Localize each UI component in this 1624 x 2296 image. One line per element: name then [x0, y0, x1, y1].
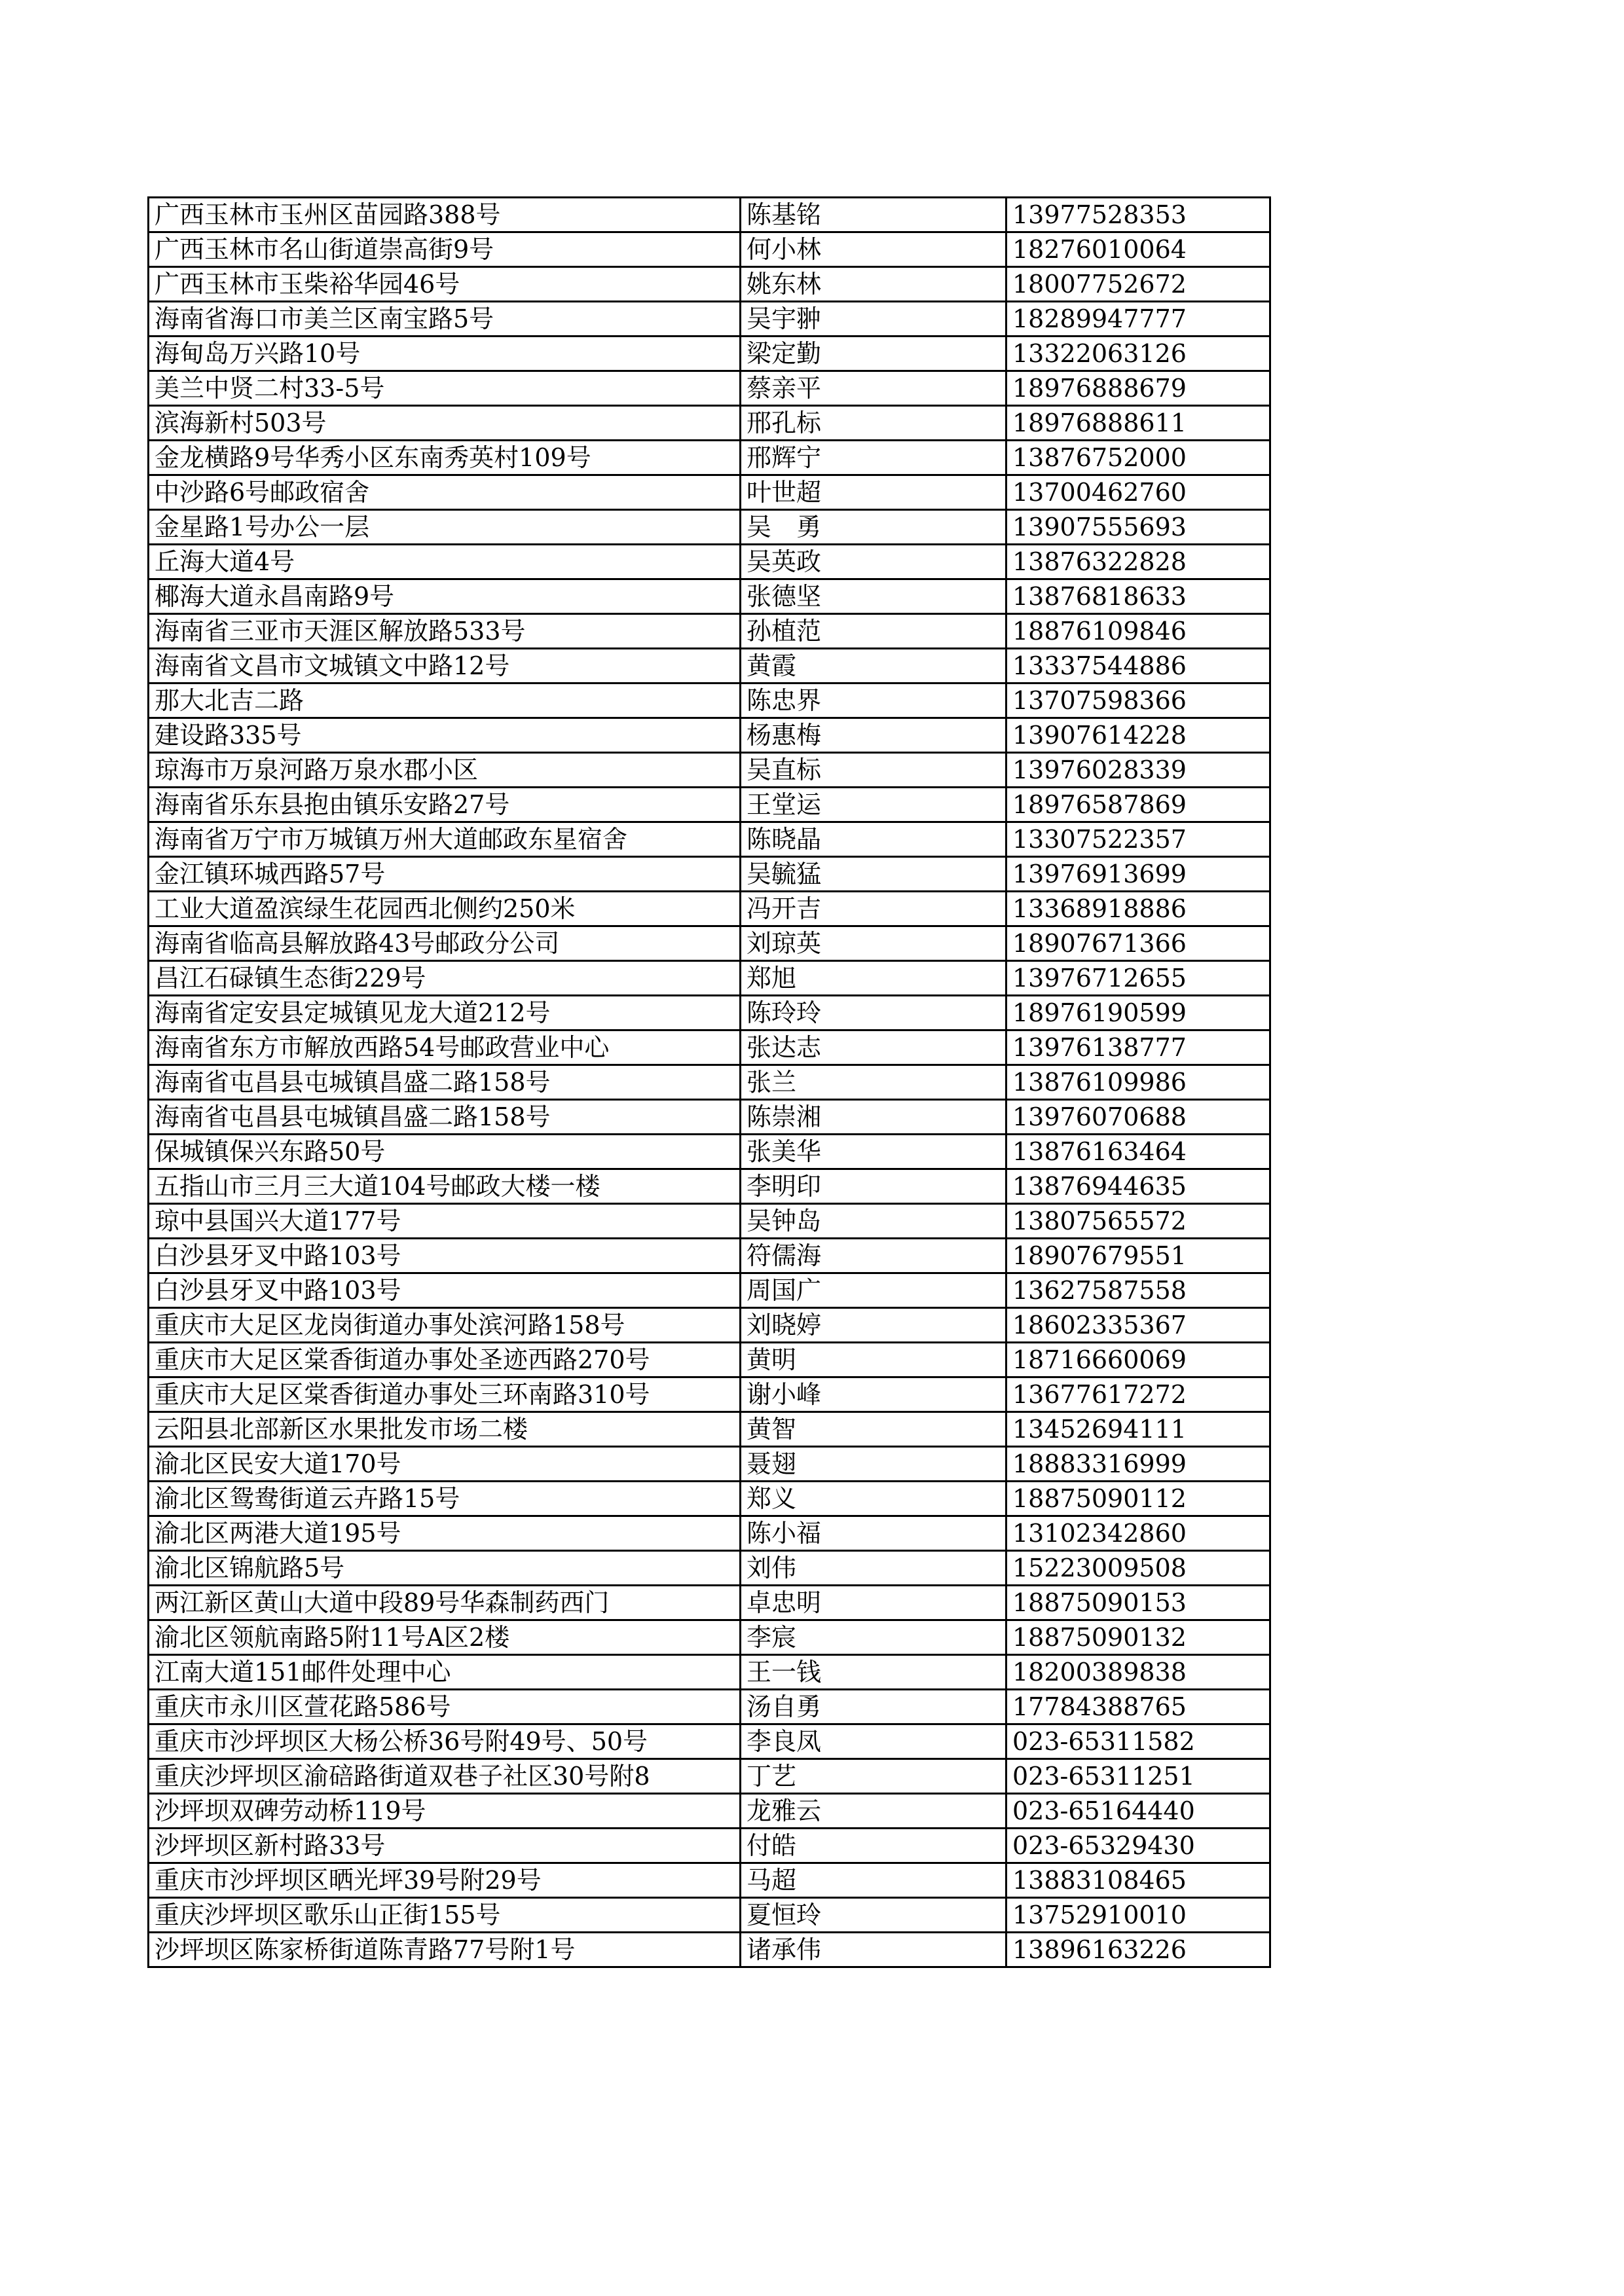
address-cell: 渝北区锦航路5号: [149, 1551, 741, 1586]
table-row: [149, 1863, 1270, 1898]
address-cell: 重庆沙坪坝区歌乐山正街155号: [149, 1898, 741, 1933]
phone-cell: 13976712655: [1006, 961, 1270, 996]
table-row: [149, 1239, 1270, 1273]
address-cell: 海南省文昌市文城镇文中路12号: [149, 649, 741, 683]
contact-name-cell: 陈忠界: [741, 683, 1006, 718]
contact-name-cell: 诸承伟: [741, 1933, 1006, 1967]
contact-name-cell: 黄智: [741, 1412, 1006, 1447]
table-row: [149, 1065, 1270, 1100]
address-cell: 两江新区黄山大道中段89号华森制药西门: [149, 1586, 741, 1620]
table-row: [149, 1551, 1270, 1586]
address-cell: 工业大道盈滨绿生花园西北侧约250米: [149, 892, 741, 926]
phone-cell: 13977528353: [1006, 198, 1270, 232]
address-cell: 海甸岛万兴路10号: [149, 337, 741, 371]
phone-cell: 17784388765: [1006, 1690, 1270, 1724]
phone-cell: 18200389838: [1006, 1655, 1270, 1690]
address-cell: 海南省屯昌县屯城镇昌盛二路158号: [149, 1065, 741, 1100]
address-cell: 江南大道151邮件处理中心: [149, 1655, 741, 1690]
table-row: [149, 371, 1270, 406]
table-row: [149, 198, 1270, 232]
contact-name-cell: 陈晓晶: [741, 822, 1006, 857]
contact-name-cell: 吴直标: [741, 753, 1006, 788]
contact-table: [147, 196, 1271, 1968]
contact-name-cell: 姚东林: [741, 267, 1006, 302]
address-cell: 沙坪坝区陈家桥街道陈青路77号附1号: [149, 1933, 741, 1967]
phone-cell: 023-65164440: [1006, 1794, 1270, 1829]
phone-cell: 13876944635: [1006, 1169, 1270, 1204]
contact-name-cell: 付皓: [741, 1829, 1006, 1863]
phone-cell: 13976138777: [1006, 1030, 1270, 1065]
phone-cell: 13677617272: [1006, 1377, 1270, 1412]
table-row: [149, 1273, 1270, 1308]
address-cell: 重庆市大足区棠香街道办事处圣迹西路270号: [149, 1343, 741, 1377]
phone-cell: 13883108465: [1006, 1863, 1270, 1898]
address-cell: 金星路1号办公一层: [149, 510, 741, 545]
phone-cell: 18716660069: [1006, 1343, 1270, 1377]
contact-name-cell: 梁定勤: [741, 337, 1006, 371]
table-row: [149, 1690, 1270, 1724]
address-cell: 重庆市沙坪坝区晒光坪39号附29号: [149, 1863, 741, 1898]
table-row: [149, 1829, 1270, 1863]
phone-cell: 023-65329430: [1006, 1829, 1270, 1863]
table-row: [149, 1898, 1270, 1933]
phone-cell: 18602335367: [1006, 1308, 1270, 1343]
phone-cell: 13627587558: [1006, 1273, 1270, 1308]
table-row: [149, 1794, 1270, 1829]
address-cell: 广西玉林市名山街道崇高街9号: [149, 232, 741, 267]
phone-cell: 13102342860: [1006, 1516, 1270, 1551]
table-row: [149, 1308, 1270, 1343]
contact-name-cell: 陈基铭: [741, 198, 1006, 232]
contact-name-cell: 张美华: [741, 1135, 1006, 1169]
table-row: [149, 406, 1270, 441]
address-cell: 那大北吉二路: [149, 683, 741, 718]
table-row: [149, 1447, 1270, 1482]
contact-name-cell: 王堂运: [741, 788, 1006, 822]
phone-cell: 13337544886: [1006, 649, 1270, 683]
table-row: [149, 1724, 1270, 1759]
contact-name-cell: 张兰: [741, 1065, 1006, 1100]
table-row: [149, 1759, 1270, 1794]
contact-name-cell: 冯开吉: [741, 892, 1006, 926]
phone-cell: 15223009508: [1006, 1551, 1270, 1586]
table-row: [149, 649, 1270, 683]
phone-cell: 18875090132: [1006, 1620, 1270, 1655]
table-row: [149, 857, 1270, 892]
phone-cell: 18883316999: [1006, 1447, 1270, 1482]
address-cell: 保城镇保兴东路50号: [149, 1135, 741, 1169]
contact-name-cell: 聂翅: [741, 1447, 1006, 1482]
phone-cell: 13322063126: [1006, 337, 1270, 371]
contact-name-cell: 邢孔标: [741, 406, 1006, 441]
contact-name-cell: 何小林: [741, 232, 1006, 267]
contact-name-cell: 李明印: [741, 1169, 1006, 1204]
phone-cell: 023-65311582: [1006, 1724, 1270, 1759]
table-row: [149, 788, 1270, 822]
table-row: [149, 1135, 1270, 1169]
table-row: [149, 1100, 1270, 1135]
contact-name-cell: 叶世超: [741, 475, 1006, 510]
phone-cell: 13368918886: [1006, 892, 1270, 926]
table-row: [149, 545, 1270, 579]
table-row: [149, 614, 1270, 649]
table-row: [149, 1620, 1270, 1655]
address-cell: 海南省乐东县抱由镇乐安路27号: [149, 788, 741, 822]
phone-cell: 18976587869: [1006, 788, 1270, 822]
table-row: [149, 441, 1270, 475]
table-row: [149, 753, 1270, 788]
address-cell: 五指山市三月三大道104号邮政大楼一楼: [149, 1169, 741, 1204]
phone-cell: 13752910010: [1006, 1898, 1270, 1933]
table-row: [149, 1343, 1270, 1377]
address-cell: 海南省三亚市天涯区解放路533号: [149, 614, 741, 649]
address-cell: 丘海大道4号: [149, 545, 741, 579]
address-cell: 海南省东方市解放西路54号邮政营业中心: [149, 1030, 741, 1065]
contact-name-cell: 孙植范: [741, 614, 1006, 649]
address-cell: 重庆市大足区龙岗街道办事处滨河路158号: [149, 1308, 741, 1343]
contact-name-cell: 黄明: [741, 1343, 1006, 1377]
table-row: [149, 926, 1270, 961]
phone-cell: 18976888679: [1006, 371, 1270, 406]
address-cell: 重庆市沙坪坝区大杨公桥36号附49号、50号: [149, 1724, 741, 1759]
phone-cell: 13307522357: [1006, 822, 1270, 857]
address-cell: 海南省临高县解放路43号邮政分公司: [149, 926, 741, 961]
phone-cell: 13807565572: [1006, 1204, 1270, 1239]
phone-cell: 13876163464: [1006, 1135, 1270, 1169]
table-row: [149, 232, 1270, 267]
phone-cell: 13976070688: [1006, 1100, 1270, 1135]
contact-name-cell: 丁艺: [741, 1759, 1006, 1794]
address-cell: 重庆市大足区棠香街道办事处三环南路310号: [149, 1377, 741, 1412]
phone-cell: 13976913699: [1006, 857, 1270, 892]
contact-name-cell: 郑旭: [741, 961, 1006, 996]
phone-cell: 13452694111: [1006, 1412, 1270, 1447]
phone-cell: 18875090153: [1006, 1586, 1270, 1620]
phone-cell: 13907614228: [1006, 718, 1270, 753]
table-row: [149, 1586, 1270, 1620]
contact-name-cell: 邢辉宁: [741, 441, 1006, 475]
table-row: [149, 1655, 1270, 1690]
address-cell: 海南省定安县定城镇见龙大道212号: [149, 996, 741, 1030]
phone-cell: 18276010064: [1006, 232, 1270, 267]
phone-cell: 13976028339: [1006, 753, 1270, 788]
contact-name-cell: 吴毓猛: [741, 857, 1006, 892]
address-cell: 云阳县北部新区水果批发市场二楼: [149, 1412, 741, 1447]
contact-name-cell: 夏恒玲: [741, 1898, 1006, 1933]
address-cell: 重庆市永川区萱花路586号: [149, 1690, 741, 1724]
phone-cell: 13700462760: [1006, 475, 1270, 510]
phone-cell: 18876109846: [1006, 614, 1270, 649]
phone-cell: 18875090112: [1006, 1482, 1270, 1516]
contact-name-cell: 吴钟岛: [741, 1204, 1006, 1239]
contact-name-cell: 杨惠梅: [741, 718, 1006, 753]
table-row: [149, 1516, 1270, 1551]
address-cell: 美兰中贤二村33-5号: [149, 371, 741, 406]
address-cell: 海南省海口市美兰区南宝路5号: [149, 302, 741, 337]
address-cell: 中沙路6号邮政宿舍: [149, 475, 741, 510]
address-cell: 渝北区民安大道170号: [149, 1447, 741, 1482]
address-cell: 琼中县国兴大道177号: [149, 1204, 741, 1239]
contact-name-cell: 符儒海: [741, 1239, 1006, 1273]
table-row: [149, 892, 1270, 926]
address-cell: 渝北区鸳鸯街道云卉路15号: [149, 1482, 741, 1516]
address-cell: 白沙县牙叉中路103号: [149, 1239, 741, 1273]
contact-name-cell: 黄霞: [741, 649, 1006, 683]
phone-cell: 18976888611: [1006, 406, 1270, 441]
phone-cell: 18289947777: [1006, 302, 1270, 337]
table-row: [149, 1933, 1270, 1967]
contact-name-cell: 陈玲玲: [741, 996, 1006, 1030]
table-row: [149, 1482, 1270, 1516]
contact-name-cell: 龙雅云: [741, 1794, 1006, 1829]
contact-name-cell: 马超: [741, 1863, 1006, 1898]
contact-name-cell: 刘琼英: [741, 926, 1006, 961]
phone-cell: 13907555693: [1006, 510, 1270, 545]
address-cell: 昌江石碌镇生态街229号: [149, 961, 741, 996]
contact-name-cell: 吴宇翀: [741, 302, 1006, 337]
address-cell: 沙坪坝区新村路33号: [149, 1829, 741, 1863]
contact-name-cell: 陈崇湘: [741, 1100, 1006, 1135]
address-cell: 渝北区两港大道195号: [149, 1516, 741, 1551]
phone-cell: 18907679551: [1006, 1239, 1270, 1273]
table-row: [149, 579, 1270, 614]
contact-name-cell: 谢小峰: [741, 1377, 1006, 1412]
table-row: [149, 475, 1270, 510]
table-row: [149, 1377, 1270, 1412]
contact-name-cell: 刘伟: [741, 1551, 1006, 1586]
address-cell: 渝北区领航南路5附11号A区2楼: [149, 1620, 741, 1655]
contact-name-cell: 郑义: [741, 1482, 1006, 1516]
contact-table-body: [149, 198, 1270, 1967]
phone-cell: 023-65311251: [1006, 1759, 1270, 1794]
address-cell: 金江镇环城西路57号: [149, 857, 741, 892]
contact-name-cell: 张德坚: [741, 579, 1006, 614]
contact-name-cell: 周国广: [741, 1273, 1006, 1308]
address-cell: 建设路335号: [149, 718, 741, 753]
phone-cell: 18907671366: [1006, 926, 1270, 961]
table-row: [149, 1412, 1270, 1447]
contact-name-cell: 卓忠明: [741, 1586, 1006, 1620]
contact-name-cell: 吴英政: [741, 545, 1006, 579]
phone-cell: 18007752672: [1006, 267, 1270, 302]
table-row: [149, 996, 1270, 1030]
address-cell: 重庆沙坪坝区渝碚路街道双巷子社区30号附8: [149, 1759, 741, 1794]
address-cell: 海南省屯昌县屯城镇昌盛二路158号: [149, 1100, 741, 1135]
address-cell: 沙坪坝双碑劳动桥119号: [149, 1794, 741, 1829]
address-cell: 海南省万宁市万城镇万州大道邮政东星宿舍: [149, 822, 741, 857]
address-cell: 琼海市万泉河路万泉水郡小区: [149, 753, 741, 788]
table-row: [149, 510, 1270, 545]
phone-cell: 13876752000: [1006, 441, 1270, 475]
table-row: [149, 683, 1270, 718]
address-cell: 金龙横路9号华秀小区东南秀英村109号: [149, 441, 741, 475]
address-cell: 白沙县牙叉中路103号: [149, 1273, 741, 1308]
contact-name-cell: 李良凤: [741, 1724, 1006, 1759]
contact-name-cell: 汤自勇: [741, 1690, 1006, 1724]
contact-name-cell: 张达志: [741, 1030, 1006, 1065]
contact-name-cell: 李宸: [741, 1620, 1006, 1655]
phone-cell: 13876322828: [1006, 545, 1270, 579]
table-row: [149, 718, 1270, 753]
contact-name-cell: 陈小福: [741, 1516, 1006, 1551]
address-cell: 椰海大道永昌南路9号: [149, 579, 741, 614]
table-row: [149, 302, 1270, 337]
phone-cell: 13876818633: [1006, 579, 1270, 614]
phone-cell: 18976190599: [1006, 996, 1270, 1030]
table-row: [149, 822, 1270, 857]
contact-name-cell: 吴 勇: [741, 510, 1006, 545]
address-cell: 滨海新村503号: [149, 406, 741, 441]
contact-name-cell: 蔡亲平: [741, 371, 1006, 406]
table-row: [149, 1169, 1270, 1204]
table-row: [149, 267, 1270, 302]
phone-cell: 13707598366: [1006, 683, 1270, 718]
table-row: [149, 961, 1270, 996]
table-row: [149, 1030, 1270, 1065]
address-cell: 广西玉林市玉柴裕华园46号: [149, 267, 741, 302]
contact-name-cell: 刘晓婷: [741, 1308, 1006, 1343]
address-cell: 广西玉林市玉州区苗园路388号: [149, 198, 741, 232]
contact-name-cell: 王一钱: [741, 1655, 1006, 1690]
table-row: [149, 337, 1270, 371]
phone-cell: 13896163226: [1006, 1933, 1270, 1967]
phone-cell: 13876109986: [1006, 1065, 1270, 1100]
table-row: [149, 1204, 1270, 1239]
